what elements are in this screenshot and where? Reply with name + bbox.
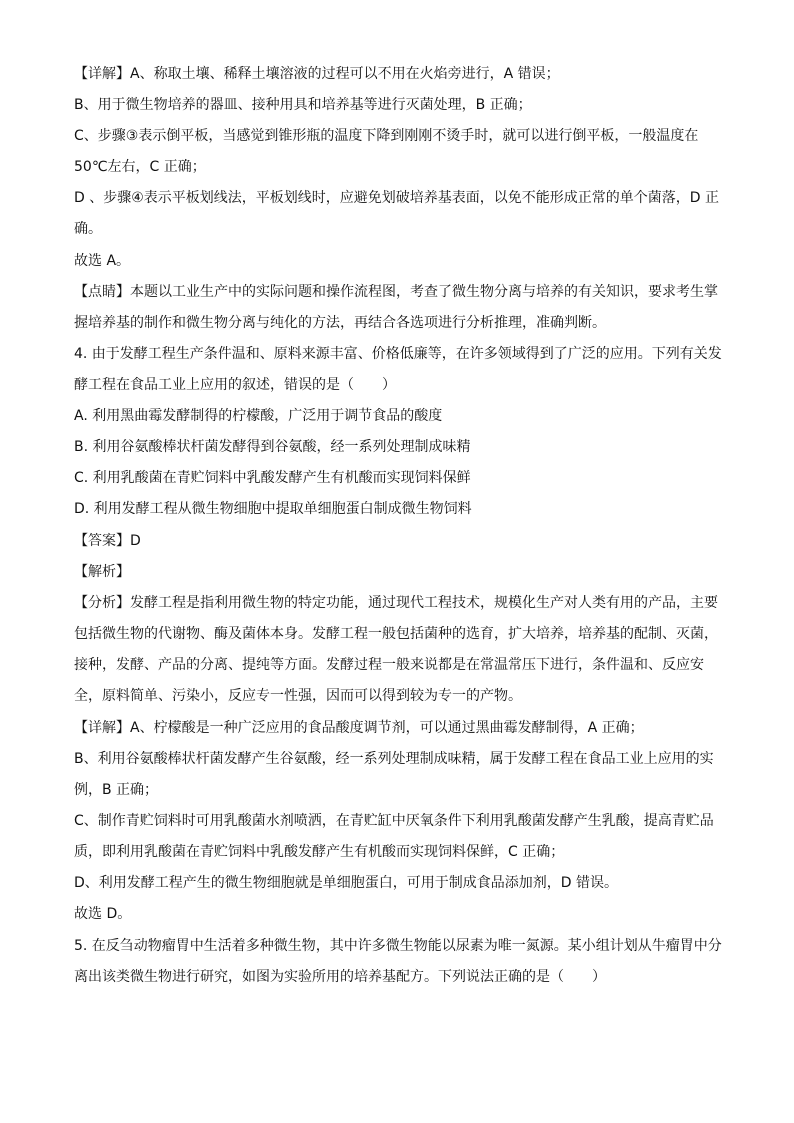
text-line: D 、步骤④表示平板划线法，平板划线时，应避免划破培养基表面，以免不能形成正常的单个菌落，D 正 [74,190,720,206]
text-line: B、用于微生物培养的器皿、接种用具和培养基等进行灭菌处理，B 正确； [74,97,532,113]
question-4-stem: 4. 由于发酵工程生产条件温和、原料来源丰富、价格低廉等，在许多领域得到了广泛的应用。下列有关发 [74,346,722,362]
answer: 【答案】D [74,533,141,549]
text-line: 【点睛】本题以工业生产中的实际问题和操作流程图，考查了微生物分离与培养的有关知识，要求考生掌 [74,284,718,300]
question-5-stem: 离出该类微生物进行研究，如图为实验所用的培养基配方。下列说法正确的是（ ） [74,969,606,985]
question-5-stem: 5. 在反刍动物瘤胃中生活着多种微生物，其中许多微生物能以尿素为唯一氮源。某小组计划从牛瘤胃中分 [74,938,722,954]
text-line: 例，B 正确； [74,782,159,798]
text-line: 【分析】发酵工程是指利用微生物的特定功能，通过现代工程技术，规模化生产对人类有用的产品，主要 [74,595,718,611]
text-line: 故选 A。 [74,253,131,269]
option-c: C. 利用乳酸菌在青贮饲料中乳酸发酵产生有机酸而实现饲料保鲜 [74,470,471,486]
text-line: D、利用发酵工程产生的微生物细胞就是单细胞蛋白，可用于制成食品添加剂，D 错误。 [74,875,619,891]
text-line: 确。 [74,221,102,237]
option-a: A. 利用黑曲霉发酵制得的柠檬酸，广泛用于调节食品的酸度 [74,408,443,424]
text-line: 全，原料简单、污染小，反应专一性强，因而可以得到较为专一的产物。 [74,688,522,704]
text-line: C、制作青贮饲料时可用乳酸菌水剂喷洒，在青贮缸中厌氧条件下利用乳酸菌发酵产生乳酸，提高青贮品 [74,813,714,829]
text-line: 50℃左右，C 正确； [74,159,206,175]
text-line: C、步骤③表示倒平板，当感觉到锥形瓶的温度下降到刚刚不烫手时，就可以进行倒平板，一般温度在 [74,128,699,144]
text-line: B、利用谷氨酸棒状杆菌发酵产生谷氨酸，经一系列处理制成味精，属于发酵工程在食品工业上应用的实 [74,751,714,767]
analysis-heading: 【解析】 [74,564,130,580]
option-d: D. 利用发酵工程从微生物细胞中提取单细胞蛋白制成微生物饲料 [74,501,472,517]
text-line: 【详解】A、柠檬酸是一种广泛应用的食品酸度调节剂，可以通过黑曲霉发酵制得，A 正确； [74,720,644,736]
text-line: 握培养基的制作和微生物分离与纯化的方法，再结合各选项进行分析推理，准确判断。 [74,315,606,331]
text-line: 故选 D。 [74,906,132,922]
question-4-stem: 酵工程在食品工业上应用的叙述，错误的是（ ） [74,377,396,393]
text-line: 包括微生物的代谢物、酶及菌体本身。发酵工程一般包括菌种的选育，扩大培养，培养基的配制、灭菌， [74,626,718,642]
text-line: 接种，发酵、产品的分离、提纯等方面。发酵过程一般来说都是在常温常压下进行，条件温和、反应安 [74,657,704,673]
text-line: 【详解】A、称取土壤、稀释土壤溶液的过程可以不用在火焰旁进行，A 错误； [74,66,560,82]
option-b: B. 利用谷氨酸棒状杆菌发酵得到谷氨酸，经一系列处理制成味精 [74,439,471,455]
text-line: 质，即利用乳酸菌在青贮饲料中乳酸发酵产生有机酸而实现饲料保鲜，C 正确； [74,844,565,860]
